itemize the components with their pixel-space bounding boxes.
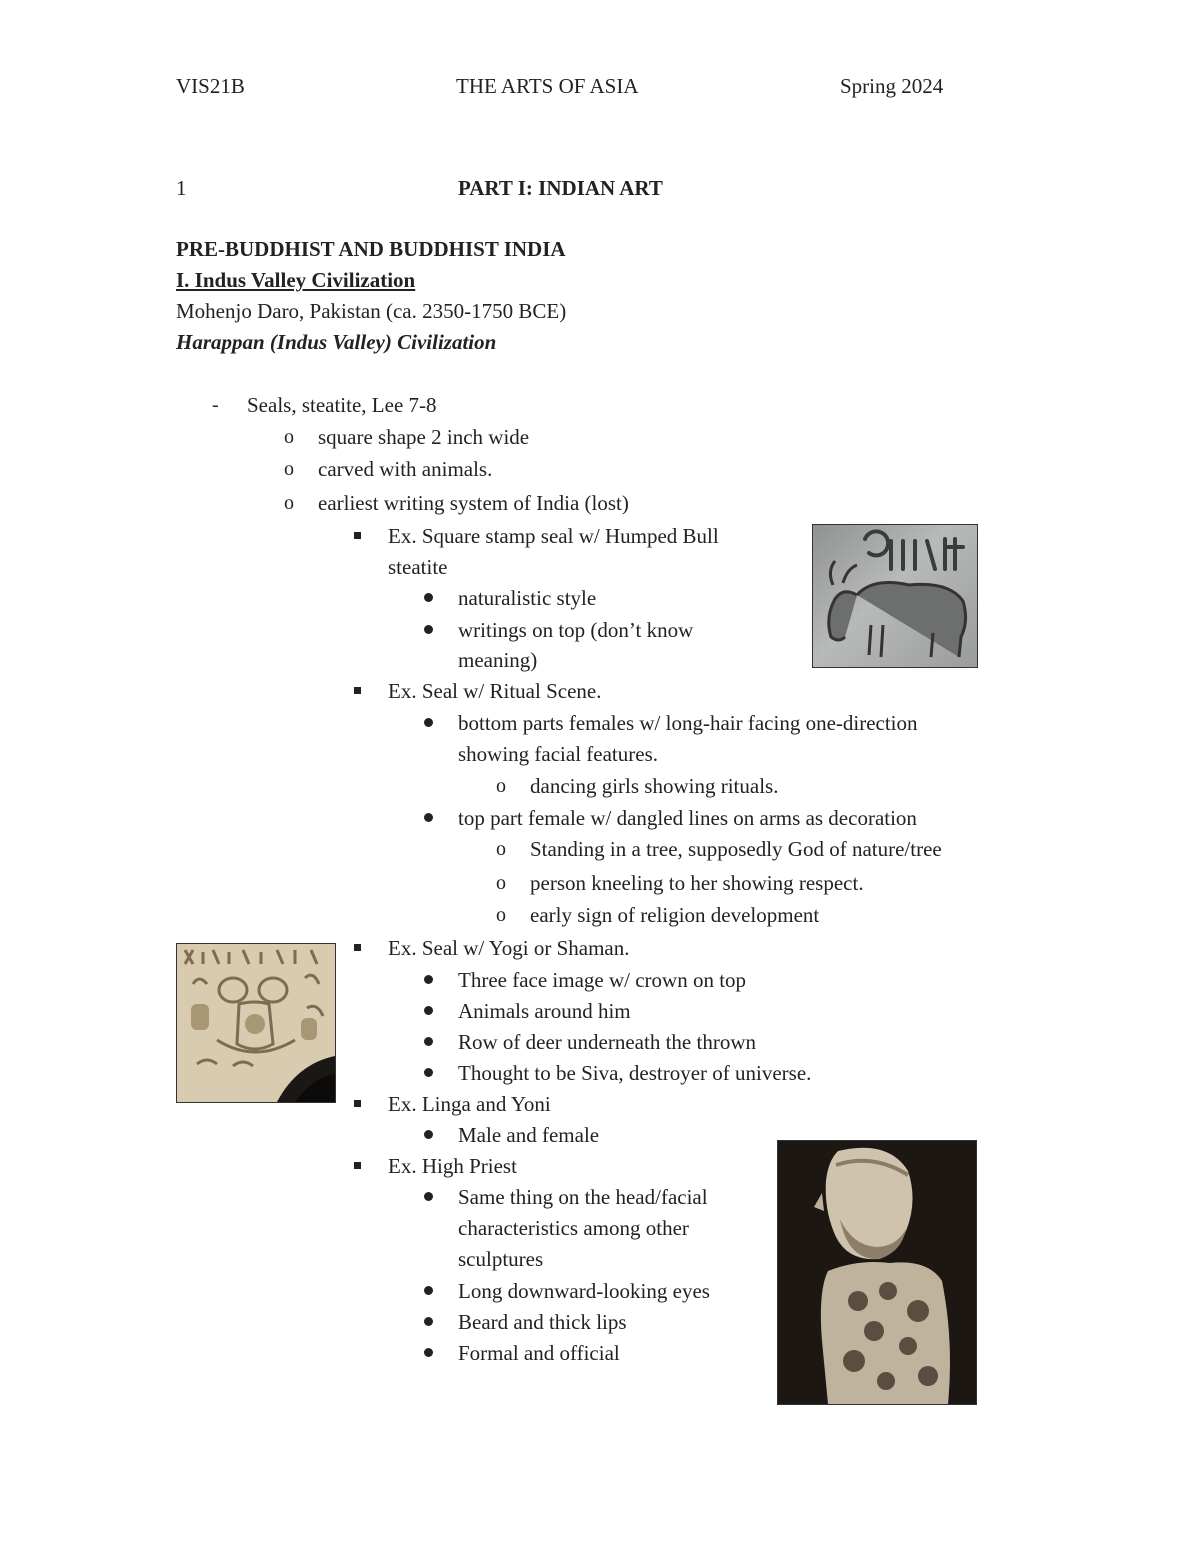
example-title: Ex. Seal w/ Yogi or Shaman. xyxy=(388,936,630,960)
square-bullet xyxy=(354,1162,361,1169)
round-bullet xyxy=(424,1037,433,1046)
humped-bull-seal-drawing xyxy=(813,525,977,667)
list-item: Thought to be Siva, destroyer of universe. xyxy=(458,1061,812,1085)
example-title-cont: steatite xyxy=(388,555,448,579)
list-item: Three face image w/ crown on top xyxy=(458,968,747,992)
list-item: square shape 2 inch wide xyxy=(318,425,530,449)
document-title: THE ARTS OF ASIA xyxy=(456,74,639,98)
square-bullet xyxy=(354,944,361,951)
round-bullet xyxy=(424,1348,433,1357)
yogi-seal-drawing xyxy=(177,944,335,1102)
term: Spring 2024 xyxy=(840,74,944,98)
part-title: PART I: INDIAN ART xyxy=(458,176,663,200)
circle-bullet: o xyxy=(496,838,506,860)
page-number: 1 xyxy=(176,176,187,200)
list-item-cont: characteristics among other xyxy=(458,1216,689,1240)
square-bullet xyxy=(354,687,361,694)
circle-bullet: o xyxy=(284,426,294,448)
list-item: Animals around him xyxy=(458,999,631,1023)
square-bullet xyxy=(354,1100,361,1107)
priest-king-sculpture-image xyxy=(777,1140,977,1405)
round-bullet xyxy=(424,718,433,727)
round-bullet xyxy=(424,813,433,822)
circle-bullet: o xyxy=(284,492,294,514)
location-line: Mohenjo Daro, Pakistan (ca. 2350-1750 BCE) xyxy=(176,299,567,323)
list-item: dancing girls showing rituals. xyxy=(530,774,779,798)
list-item: Standing in a tree, supposedly God of nature/tree xyxy=(530,837,942,861)
list-item-cont: showing facial features. xyxy=(458,742,659,766)
list-item: writings on top (don’t know xyxy=(458,618,694,642)
list-item: bottom parts females w/ long-hair facing one-direction xyxy=(458,711,918,735)
list-item: Beard and thick lips xyxy=(458,1310,627,1334)
section-title: PRE-BUDDHIST AND BUDDHIST INDIA xyxy=(176,237,566,261)
round-bullet xyxy=(424,1130,433,1139)
round-bullet xyxy=(424,625,433,634)
course-code: VIS21B xyxy=(176,74,245,98)
list-item: Same thing on the head/facial xyxy=(458,1185,708,1209)
list-item: early sign of religion development xyxy=(530,903,820,927)
round-bullet xyxy=(424,1192,433,1201)
circle-bullet: o xyxy=(284,458,294,480)
list-item: top part female w/ dangled lines on arms as decoration xyxy=(458,806,917,830)
list-item: person kneeling to her showing respect. xyxy=(530,871,864,895)
round-bullet xyxy=(424,1006,433,1015)
circle-bullet: o xyxy=(496,872,506,894)
list-item: Male and female xyxy=(458,1123,600,1147)
circle-bullet: o xyxy=(496,904,506,926)
civilization-line: Harappan (Indus Valley) Civilization xyxy=(176,330,497,354)
dash-bullet: - xyxy=(212,394,219,416)
round-bullet xyxy=(424,975,433,984)
yogi-seal-image xyxy=(176,943,336,1103)
round-bullet xyxy=(424,1317,433,1326)
list-item: naturalistic style xyxy=(458,586,597,610)
square-bullet xyxy=(354,532,361,539)
round-bullet xyxy=(424,593,433,602)
circle-bullet: o xyxy=(496,775,506,797)
list-item: carved with animals. xyxy=(318,457,493,481)
example-title: Ex. Square stamp seal w/ Humped Bull xyxy=(388,524,719,548)
list-item: Row of deer underneath the thrown xyxy=(458,1030,756,1054)
seals-heading: Seals, steatite, Lee 7-8 xyxy=(247,393,437,417)
list-item: Formal and official xyxy=(458,1341,620,1365)
round-bullet xyxy=(424,1068,433,1077)
list-item-cont: meaning) xyxy=(458,648,538,672)
example-title: Ex. High Priest xyxy=(388,1154,517,1178)
list-item: earliest writing system of India (lost) xyxy=(318,491,629,515)
priest-king-drawing xyxy=(778,1141,976,1404)
list-item-cont: sculptures xyxy=(458,1247,544,1271)
list-item: Long downward-looking eyes xyxy=(458,1279,710,1303)
example-title: Ex. Seal w/ Ritual Scene. xyxy=(388,679,602,703)
round-bullet xyxy=(424,1286,433,1295)
humped-bull-seal-image xyxy=(812,524,978,668)
subsection-title: I. Indus Valley Civilization xyxy=(176,268,416,292)
example-title: Ex. Linga and Yoni xyxy=(388,1092,551,1116)
